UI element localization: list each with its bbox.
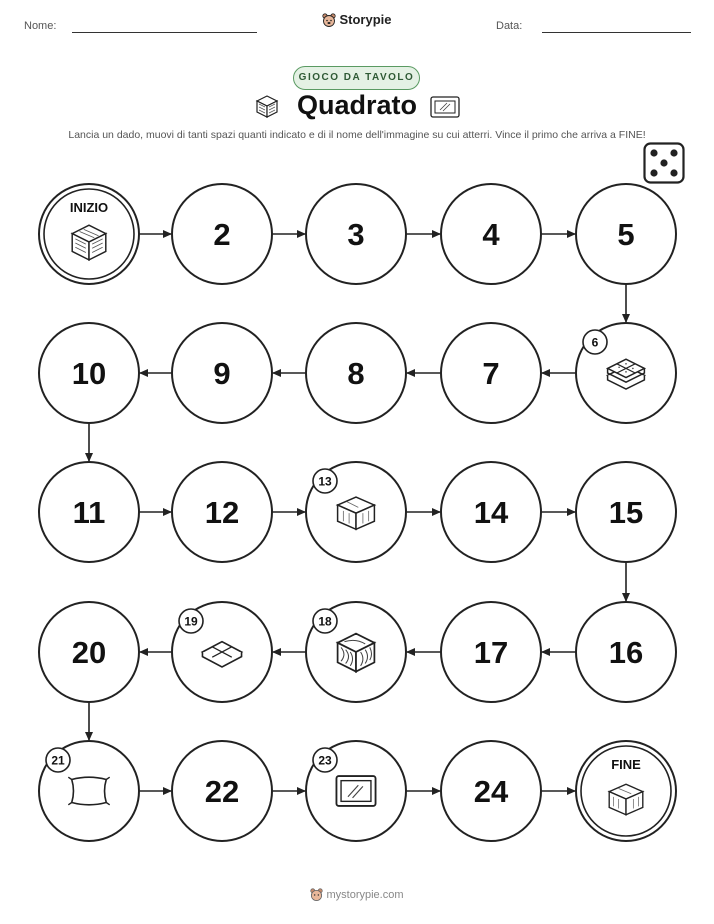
space-number: 2: [213, 217, 231, 252]
space-number: 9: [213, 356, 231, 391]
space-number: 4: [482, 217, 500, 252]
board-space: [576, 184, 676, 284]
board-space: [441, 741, 541, 841]
space-number: 6: [591, 335, 599, 350]
space-number: 17: [473, 635, 509, 670]
start-space: [39, 184, 139, 284]
space-number: 18: [318, 614, 332, 629]
hay-bale-icon: [338, 497, 375, 529]
footer-url: mystorypie.com: [326, 888, 404, 901]
space-number: 7: [482, 356, 500, 391]
board-space: [576, 602, 676, 702]
board-space: [39, 741, 139, 841]
space-number: 20: [71, 635, 107, 670]
space-number: 14: [473, 495, 509, 530]
space-number: 22: [204, 774, 240, 809]
space-number: 13: [318, 474, 332, 489]
space-number: 24: [473, 774, 509, 809]
brand-name: Storypie: [339, 12, 392, 27]
wooden-block-icon: [338, 634, 375, 672]
space-label: FINE: [611, 757, 641, 772]
category-badge: GIOCO DA TAVOLO: [293, 66, 420, 90]
space-number: 12: [204, 495, 240, 530]
wooden-cube-icon: [72, 225, 106, 260]
picture-frame-icon: [336, 776, 375, 806]
space-number: 11: [72, 495, 106, 530]
space-number: 19: [184, 614, 198, 629]
board-space: [441, 462, 541, 562]
board-space: [306, 462, 406, 562]
pillow-icon: [68, 777, 109, 805]
board-space: [172, 741, 272, 841]
space-number: 21: [51, 753, 65, 768]
hay-cube-icon: [609, 784, 643, 814]
name-label: Nome:: [24, 20, 57, 32]
board-space: [441, 602, 541, 702]
board-space: [306, 184, 406, 284]
page-title: Quadrato: [296, 90, 417, 120]
board-space: [39, 462, 139, 562]
footer: [0, 888, 714, 902]
board-space: [306, 741, 406, 841]
board-space: [172, 462, 272, 562]
space-number: 23: [318, 753, 332, 768]
board-space: [576, 462, 676, 562]
bear-icon: [310, 888, 323, 902]
board-space: [441, 184, 541, 284]
board-spaces: [39, 184, 676, 841]
space-number: 15: [608, 495, 644, 530]
board-space: [306, 602, 406, 702]
board-space: [576, 323, 676, 423]
board-space: [172, 323, 272, 423]
space-number: 3: [347, 217, 365, 252]
board-space: [306, 323, 406, 423]
board-space: [172, 602, 272, 702]
space-label: INIZIO: [69, 200, 109, 215]
board-space: [172, 184, 272, 284]
board-space: [39, 602, 139, 702]
board-space: [441, 323, 541, 423]
space-number: 10: [71, 356, 107, 391]
space-number: 8: [347, 356, 365, 391]
instructions-text: Lancia un dado, muovi di tanti spazi quanti indicato e di il nome dell'immagine su cui atterri. Vince il primo che arriva a FINE!: [68, 129, 646, 141]
space-number: 5: [617, 217, 635, 252]
space-number: 16: [608, 635, 644, 670]
finish-space: [576, 741, 676, 841]
board-space: [39, 323, 139, 423]
date-label: Data:: [496, 20, 523, 32]
